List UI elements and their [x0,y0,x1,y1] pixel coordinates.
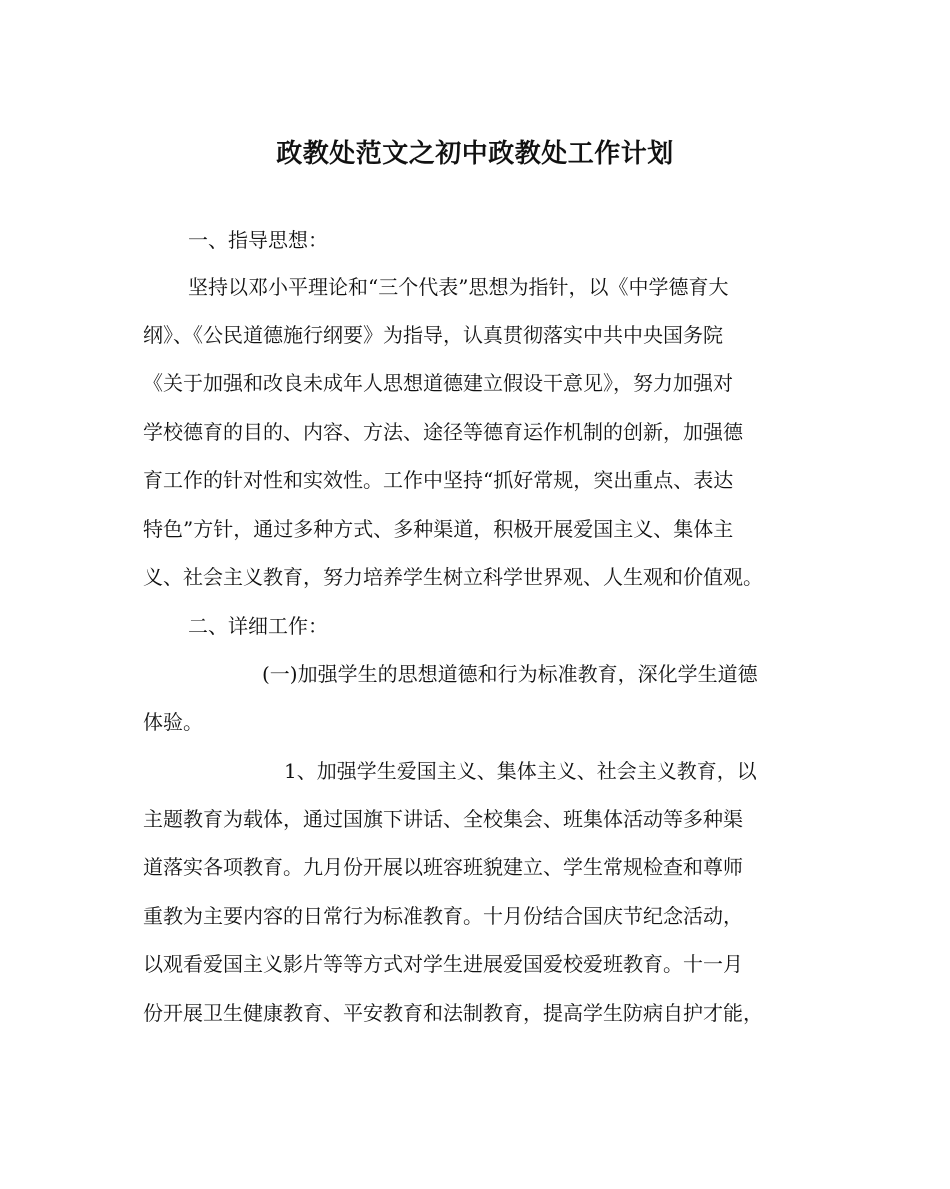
section-heading-detailed-work: 二、详细工作： [188,614,328,638]
paragraph-line: 主题教育为载体，通过国旗下讲话、全校集会、班集体活动等多种渠 [143,807,743,831]
paragraph-line: 体验。 [143,710,203,734]
paragraph-line: 纲》、《公民道德施行纲要》为指导，认真贯彻落实中共中央国务院 [143,323,723,347]
paragraph-line: 重教为主要内容的日常行为标准教育。十月份结合国庆节纪念活动， [143,904,743,928]
list-item-heading: 1、加强学生爱国主义、集体主义、社会主义教育，以 [284,759,757,783]
paragraph-line: 坚持以邓小平理论和“三个代表”思想为指针，以《中学德育大 [188,275,729,299]
paragraph-line: 份开展卫生健康教育、平安教育和法制教育，提高学生防病自护才能， [143,1001,763,1025]
document-title: 政教处范文之初中政教处工作计划 [276,139,674,169]
subsection-heading: (一)加强学生的思想道德和行为标准教育，深化学生道德 [262,662,758,686]
paragraph-line: 学校德育的目的、内容、方法、途径等德育运作机制的创新，加强德 [143,420,743,444]
section-heading-guiding-thought: 一、指导思想： [188,228,328,252]
paragraph-line: 特色”方针，通过多种方式、多种渠道，积极开展爱国主义、集体主 [143,517,734,541]
paragraph-line: 《关于加强和改良未成年人思想道德建立假设干意见》，努力加强对 [143,371,733,395]
paragraph-line: 以观看爱国主义影片等等方式对学生进展爱国爱校爱班教育。十一月 [143,952,743,976]
paragraph-line: 道落实各项教育。九月份开展以班容班貌建立、学生常规检查和尊师 [143,855,743,879]
paragraph-line: 育工作的针对性和实效性。工作中坚持“抓好常规，突出重点、表达 [143,468,734,492]
paragraph-line: 义、社会主义教育，努力培养学生树立科学世界观、人生观和价值观。 [143,565,763,589]
